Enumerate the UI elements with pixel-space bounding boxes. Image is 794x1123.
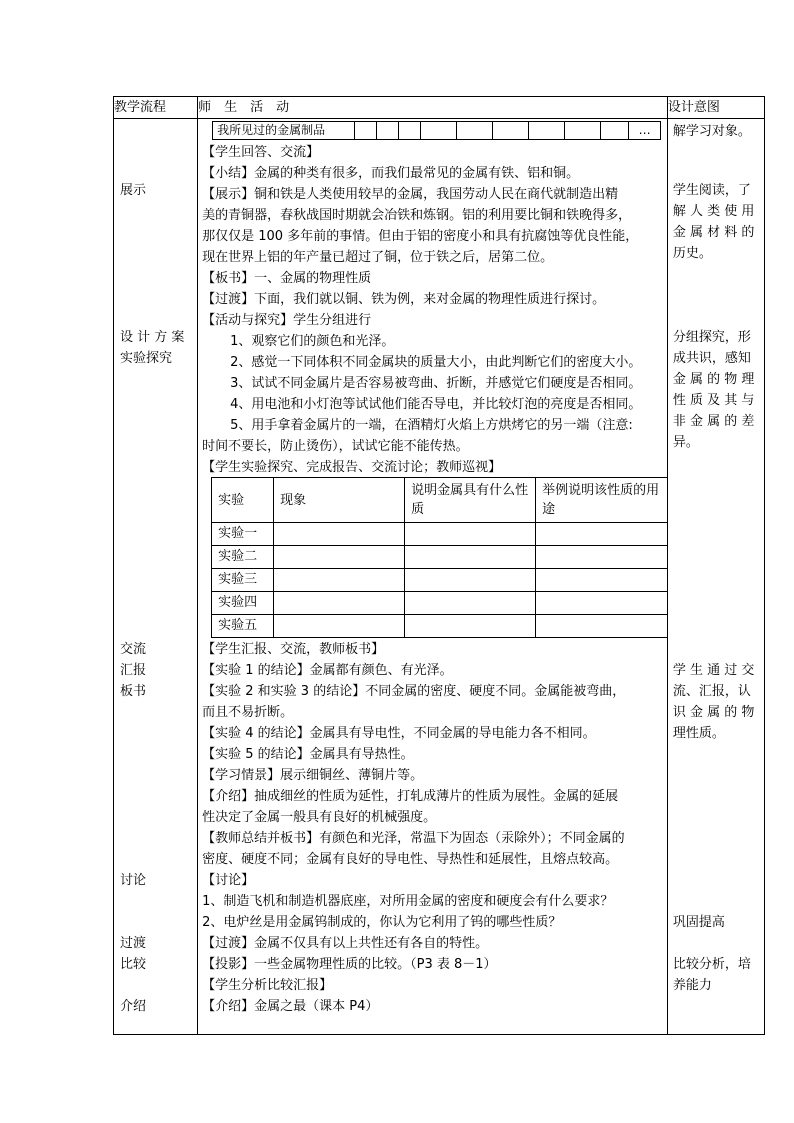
intent-text: 非 金 属 的 差 — [672, 414, 755, 429]
text-line: 2、电炉丝是用金属钨制成的，你认为它利用了钨的哪些性质？ — [202, 915, 562, 930]
product-cell — [601, 122, 629, 140]
experiment-step: 4、用电池和小灯泡等试试他们能否导电，并比较灯泡的亮度是否相同。 — [230, 397, 642, 412]
exp-cell[interactable] — [536, 569, 668, 592]
text-line: 【过渡】下面，我们就以铜、铁为例，来对金属的物理性质进行探讨。 — [202, 292, 606, 307]
text-line: 那仅仅是 100 多年前的事情。但由于铝的密度小和具有抗腐蚀等优良性能， — [202, 229, 639, 244]
intent-text: 理性质。 — [672, 726, 725, 741]
product-cell — [377, 122, 399, 140]
intent-text: 识 金 属 的 物 — [672, 705, 755, 720]
exp-header-phenomenon: 现象 — [274, 478, 405, 523]
step-jiaoliu: 交流 — [120, 642, 147, 657]
product-cell — [457, 122, 493, 140]
text-line: 性决定了金属一般具有良好的机械强度。 — [202, 810, 437, 825]
experiment-step: 3、试试不同金属片是否容易被弯曲、折断，并感觉它们硬度是否相同。 — [230, 376, 642, 391]
intent-text: 解 人 类 使 用 — [672, 204, 755, 219]
step-experiment: 实验探究 — [120, 351, 173, 366]
metal-products-label: 我所见过的金属制品 — [213, 122, 355, 140]
step-jieshao: 介绍 — [120, 999, 147, 1014]
exp-cell[interactable] — [405, 546, 536, 569]
exp-cell[interactable] — [536, 546, 668, 569]
step-taolun: 讨论 — [120, 873, 147, 888]
product-ellipsis: … — [629, 122, 661, 140]
exp-header-name: 实验 — [212, 478, 274, 523]
product-cell — [529, 122, 565, 140]
text-line: 【展示】铜和铁是人类使用较早的金属，我国劳动人民在商代就制造出精 — [202, 187, 619, 202]
exp-cell[interactable] — [274, 569, 405, 592]
exp-cell[interactable] — [274, 615, 405, 638]
intent-text: 巩固提高 — [672, 915, 725, 930]
intent-text: 解学习对象。 — [672, 124, 751, 139]
step-banshu: 板书 — [120, 684, 147, 699]
lesson-plan-table — [113, 96, 765, 1035]
text-line: 【学生实验探究、完成报告、交流讨论；教师巡视】 — [202, 460, 502, 475]
exp-row-label: 实验一 — [212, 523, 274, 546]
header-process: 教学流程 — [114, 97, 198, 119]
text-line: 【过渡】金属不仅具有以上共性还有各自的特性。 — [202, 936, 489, 951]
text-line: 【活动与探究】学生分组进行 — [202, 313, 372, 328]
step-zhanshi: 展示 — [120, 183, 147, 198]
text-line: 【教师总结并板书】有颜色和光泽，常温下为固态（汞除外）；不同金属的 — [202, 831, 625, 846]
text-line: 【小结】金属的种类有很多，而我们最常见的金属有铁、铝和铜。 — [202, 166, 580, 181]
intent-text: 比较分析，培 — [672, 957, 751, 972]
text-line: 【学生汇报、交流，教师板书】 — [202, 642, 385, 657]
product-cell — [355, 122, 377, 140]
exp-cell[interactable] — [536, 523, 668, 546]
intent-text: 性 质 及 其 与 — [672, 393, 755, 408]
exp-cell[interactable] — [405, 592, 536, 615]
product-cell — [565, 122, 601, 140]
intent-text: 分组探究，形 — [672, 330, 751, 345]
header-row — [114, 97, 765, 119]
text-line: 【实验 2 和实验 3 的结论】不同金属的密度、硬度不同。金属能被弯曲， — [202, 684, 626, 699]
exp-row-label: 实验五 — [212, 615, 274, 638]
text-line: 1、制造飞机和制造机器底座，对所用金属的密度和硬度会有什么要求？ — [202, 894, 614, 909]
step-bijiao: 比较 — [120, 957, 147, 972]
product-cell — [421, 122, 457, 140]
text-line: 【介绍】金属之最（课本 P4） — [202, 999, 379, 1014]
exp-cell[interactable] — [274, 546, 405, 569]
exp-header-usage: 举例说明该性质的用途 — [536, 478, 668, 523]
product-cell — [493, 122, 529, 140]
process-column — [114, 119, 198, 1035]
product-cell — [399, 122, 421, 140]
intent-text: 学生阅读，了 — [672, 183, 751, 198]
experiment-step: 5、用手拿着金属片的一端，在酒精灯火焰上方烘烤它的另一端（注意: — [230, 418, 633, 433]
text-line: 【实验 1 的结论】金属都有颜色、有光泽。 — [202, 663, 453, 678]
header-activity: 师 生 活 动 — [198, 97, 668, 119]
intent-text: 养能力 — [672, 978, 712, 993]
step-huibao: 汇报 — [120, 663, 147, 678]
text-line: 密度、硬度不同；金属有良好的导电性、导热性和延展性，且熔点较高。 — [202, 852, 619, 867]
experiment-step: 1、观察它们的颜色和光泽。 — [230, 334, 395, 349]
intent-text: 金 属 的 物 理 — [672, 372, 755, 387]
exp-row-label: 实验三 — [212, 569, 274, 592]
intent-text: 金 属 材 料 的 — [672, 225, 755, 240]
text-line: 【板书】一、金属的物理性质 — [202, 271, 372, 286]
intent-column — [667, 119, 764, 1035]
intent-text: 异。 — [672, 435, 699, 450]
text-line: 【讨论】 — [202, 873, 255, 888]
exp-row-label: 实验四 — [212, 592, 274, 615]
exp-cell[interactable] — [405, 615, 536, 638]
text-line: 【介绍】抽成细丝的性质为延性，打轧成薄片的性质为展性。金属的延展 — [202, 789, 619, 804]
metal-products-table — [212, 121, 661, 140]
activity-column — [198, 119, 668, 1035]
exp-cell[interactable] — [536, 592, 668, 615]
text-line: 现在世界上铝的年产量已超过了铜，位于铁之后，居第二位。 — [202, 250, 554, 265]
exp-cell[interactable] — [536, 615, 668, 638]
experiment-step: 时间不要长，防止烫伤），试试它能不能传热。 — [202, 439, 469, 454]
experiment-step: 2、感觉一下同体积不同金属块的质量大小，由此判断它们的密度大小。 — [230, 355, 642, 370]
text-line: 【实验 5 的结论】金属具有导热性。 — [202, 747, 414, 762]
text-line: 【学习情景】展示细铜丝、薄铜片等。 — [202, 768, 424, 783]
exp-header-property: 说明金属具有什么性质 — [405, 478, 536, 523]
exp-cell[interactable] — [405, 523, 536, 546]
intent-text: 成共识，感知 — [672, 351, 751, 366]
intent-text: 学 生 通 过 交 — [672, 663, 755, 678]
text-line: 【投影】一些金属物理性质的比较。（P3 表 8－1） — [202, 957, 497, 972]
text-line: 而且不易折断。 — [202, 705, 294, 720]
intent-text: 流、汇报，认 — [672, 684, 751, 699]
step-design: 设 计 方 案 — [120, 330, 185, 345]
text-line: 【学生回答、交流】 — [202, 145, 320, 160]
exp-cell[interactable] — [274, 523, 405, 546]
step-guodu: 过渡 — [120, 936, 147, 951]
exp-cell[interactable] — [405, 569, 536, 592]
exp-row-label: 实验二 — [212, 546, 274, 569]
exp-cell[interactable] — [274, 592, 405, 615]
header-intent: 设计意图 — [667, 97, 764, 119]
text-line: 美的青铜器，春秋战国时期就会冶铁和炼钢。铝的利用要比铜和铁晚得多， — [202, 208, 632, 223]
experiment-report-table — [211, 477, 668, 638]
text-line: 【学生分析比较汇报】 — [202, 978, 333, 993]
text-line: 【实验 4 的结论】金属具有导电性，不同金属的导电能力各不相同。 — [202, 726, 596, 741]
intent-text: 历史。 — [672, 246, 712, 261]
